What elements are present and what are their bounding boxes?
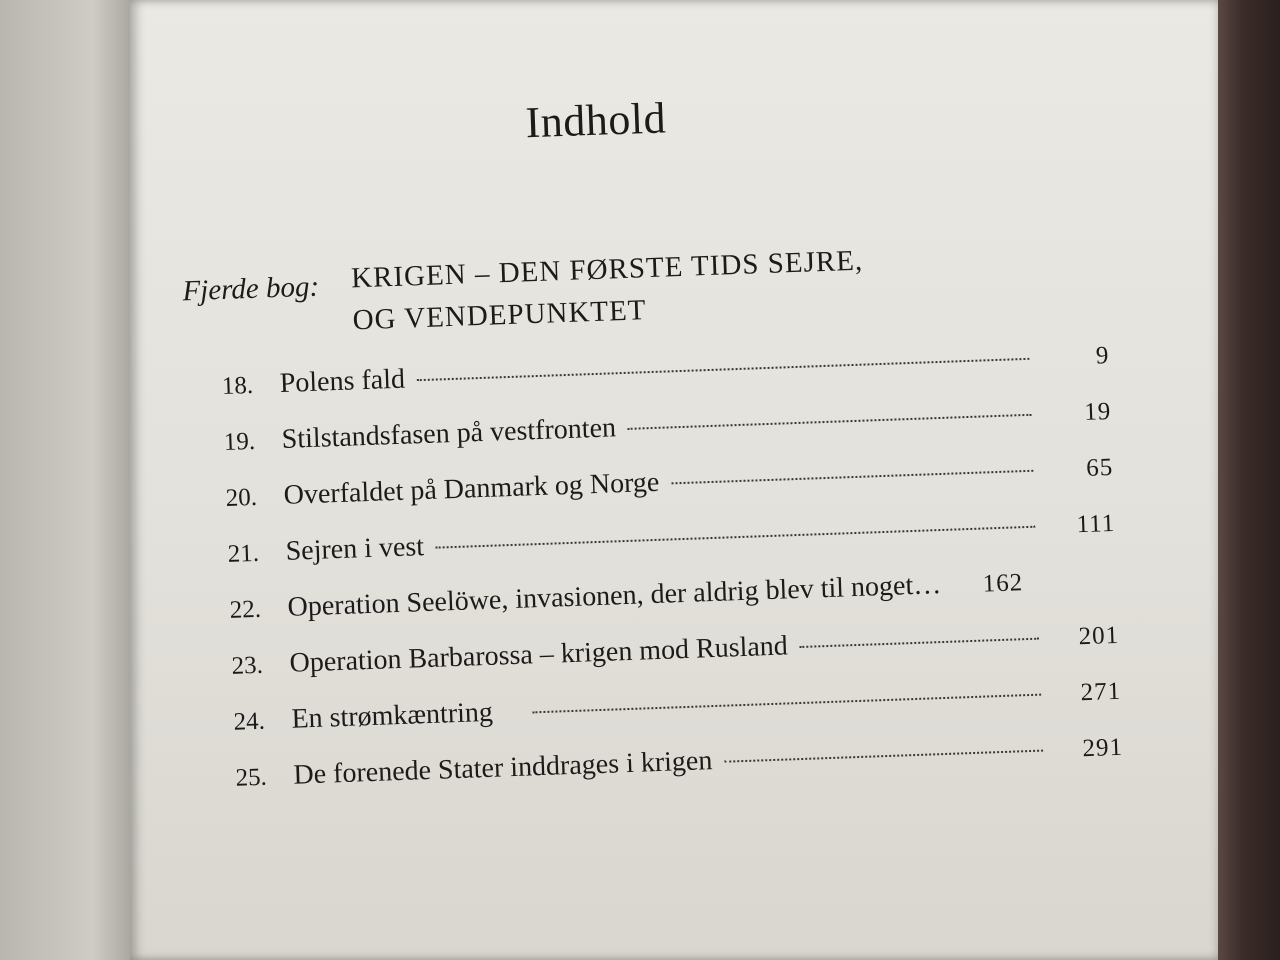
chapter-number: 22. <box>229 595 262 624</box>
book-cover-edge <box>1218 0 1280 960</box>
dot-leader <box>417 358 1029 381</box>
page-number: 271 <box>1080 677 1122 707</box>
page-number: 9 <box>1095 342 1110 370</box>
chapter-title: Operation Barbarossa – krigen mod Rusland <box>289 630 789 679</box>
chapter-number: 18. <box>221 371 254 401</box>
section-title-line-2: OG VENDEPUNKTET <box>352 294 648 337</box>
chapter-number: 21. <box>227 539 260 568</box>
dot-leader <box>533 694 1041 714</box>
chapter-number: 24. <box>233 707 266 736</box>
chapter-title: Overfaldet på Danmark og Norge <box>283 466 660 511</box>
page-number: 201 <box>1078 621 1120 651</box>
chapter-title: Operation Seelöwe, invasionen, der aldrig blev til noget… <box>287 569 942 623</box>
page-number: 291 <box>1082 733 1124 763</box>
chapter-number: 25. <box>235 763 268 792</box>
page-title: Indhold <box>524 93 667 148</box>
chapter-title: De forenede Stater inddrages i krigen <box>292 745 713 791</box>
section-label: Fjerde bog: <box>181 270 320 308</box>
chapter-title: Stilstandsfasen på vestfronten <box>281 412 617 455</box>
page-number: 65 <box>1085 453 1114 482</box>
page-number: 162 <box>982 569 1024 598</box>
page-number: 111 <box>1076 509 1116 539</box>
chapter-title: Sejren i vest <box>285 531 425 567</box>
section-title <box>350 240 865 342</box>
dot-leader <box>800 638 1039 648</box>
chapter-number: 23. <box>231 651 264 680</box>
dot-leader <box>671 470 1033 485</box>
dot-leader <box>436 526 1035 549</box>
dot-leader <box>628 414 1031 430</box>
chapter-title: Polens fald <box>279 363 406 399</box>
book-page <box>130 0 1220 960</box>
adjacent-page-edge <box>0 0 132 960</box>
chapter-title: En strømkæntring <box>290 696 494 735</box>
dot-leader <box>724 750 1043 763</box>
chapter-number: 20. <box>225 483 258 512</box>
page-content <box>117 0 1240 960</box>
page-number: 19 <box>1083 397 1112 426</box>
section-title-line-1: KRIGEN – DEN FØRSTE TIDS SEJRE, <box>350 244 864 295</box>
chapter-number: 19. <box>223 427 256 456</box>
table-of-contents <box>221 339 1124 818</box>
